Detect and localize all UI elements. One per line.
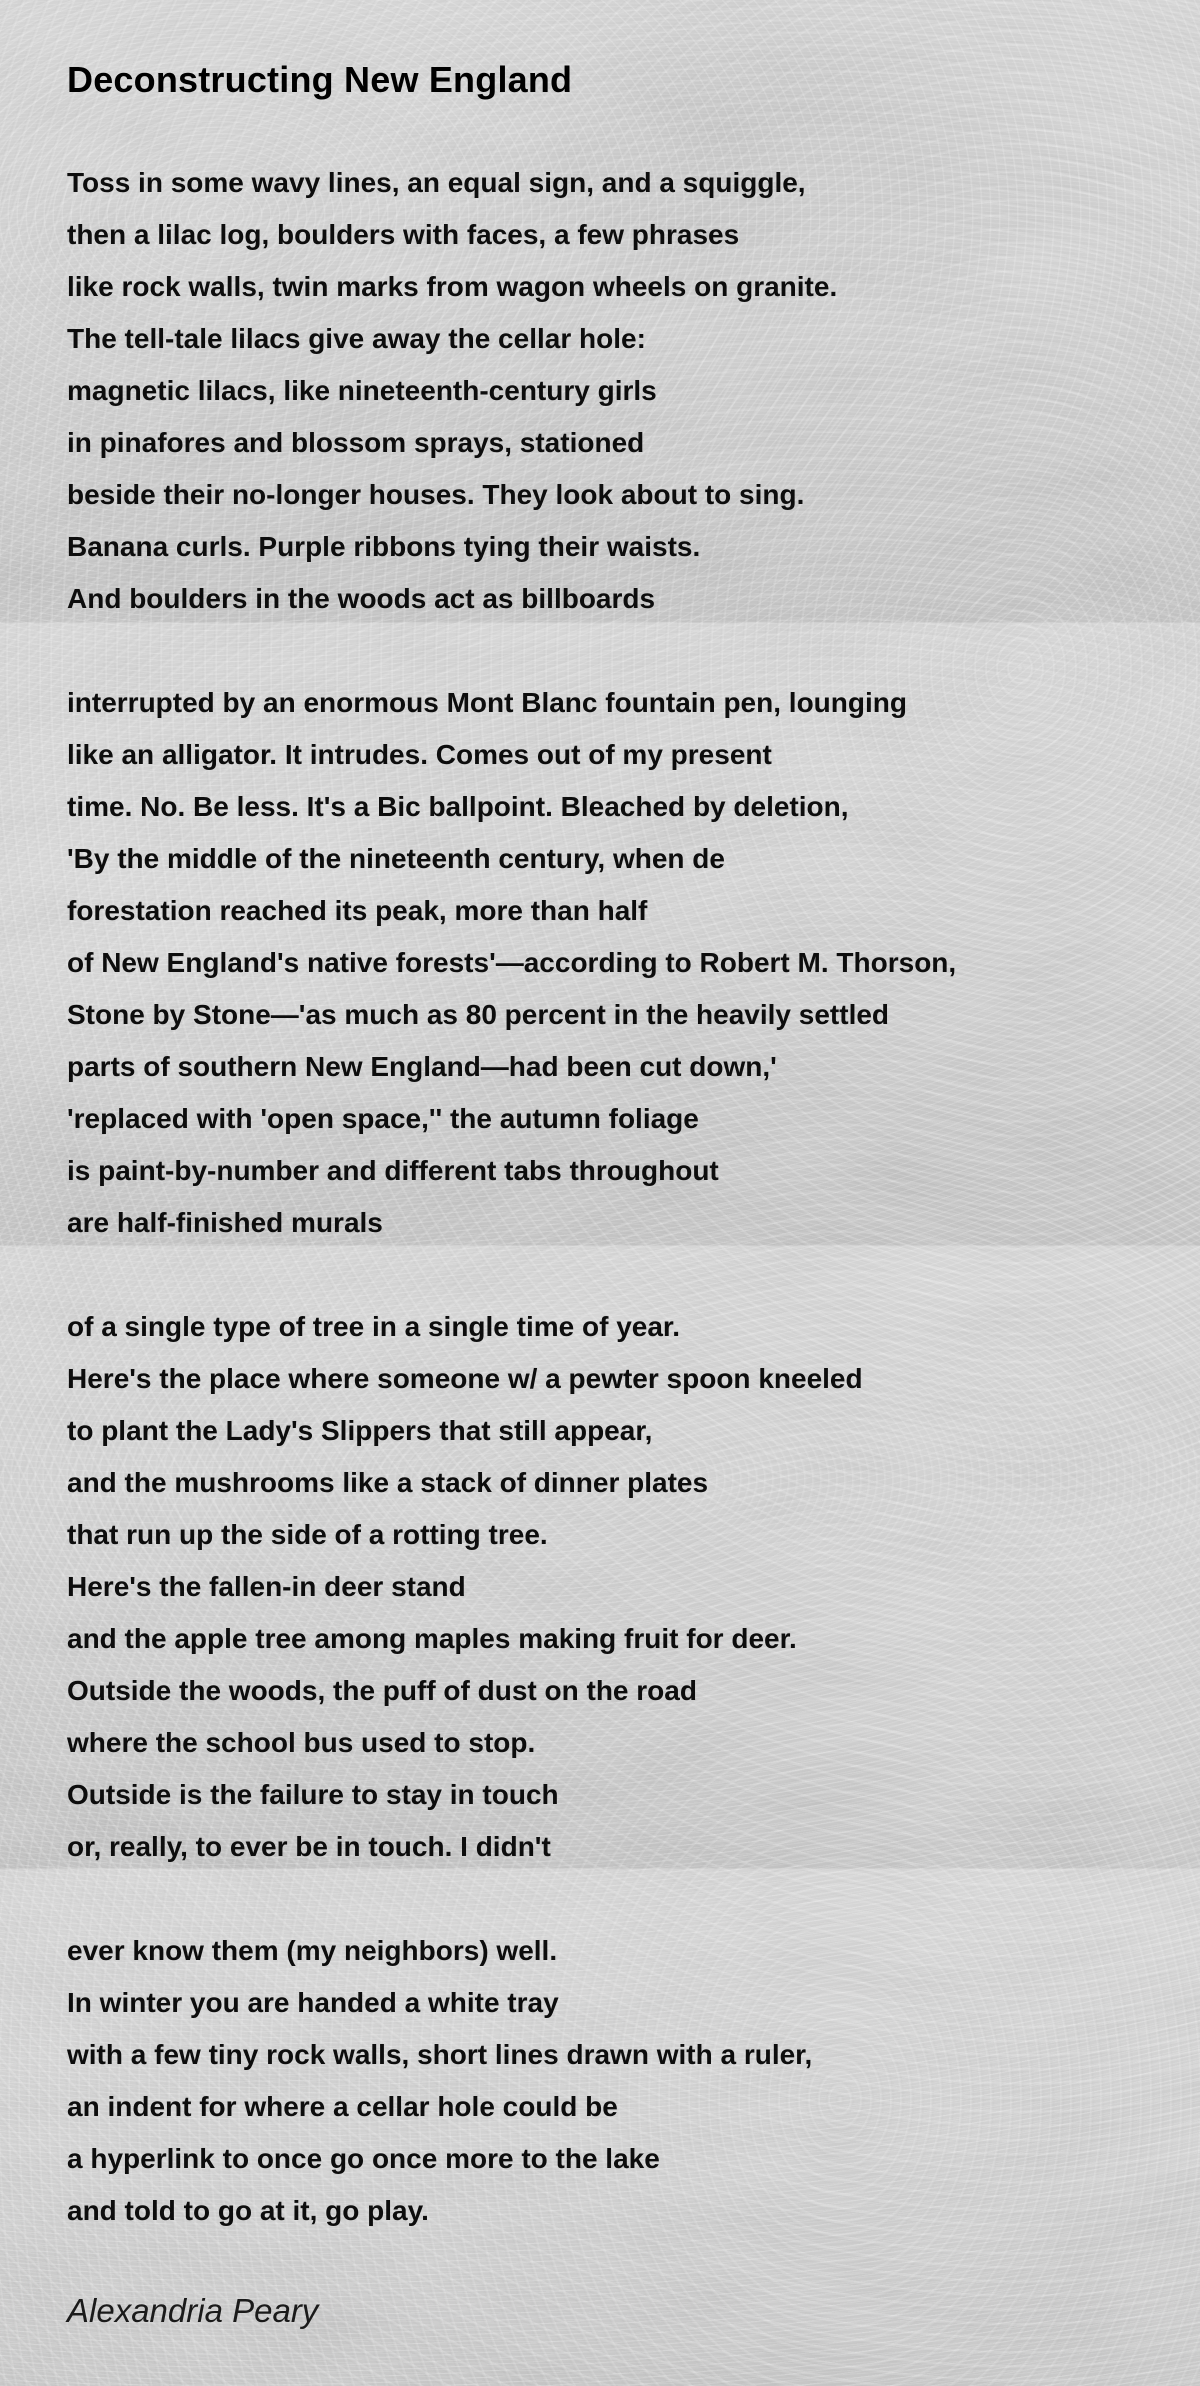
poem-line: and the mushrooms like a stack of dinner plates [67, 1467, 709, 1498]
poem-line: that run up the side of a rotting tree. [67, 1519, 548, 1550]
poem-line: Outside the woods, the puff of dust on the road [67, 1675, 697, 1706]
poem-line: of New England's native forests'—according to Robert M. Thorson, [67, 947, 957, 978]
poem-line: Here's the place where someone w/ a pewter spoon kneeled [67, 1363, 863, 1394]
poem-line: in pinafores and blossom sprays, stationed [67, 427, 645, 458]
poem-line: beside their no-longer houses. They look about to sing. [67, 479, 805, 510]
poem-line: with a few tiny rock walls, short lines drawn with a ruler, [67, 2039, 813, 2070]
poem-line: time. No. Be less. It's a Bic ballpoint. Bleached by deletion, [67, 791, 849, 822]
poem-line: then a lilac log, boulders with faces, a few phrases [67, 219, 740, 250]
poem-line: Toss in some wavy lines, an equal sign, and a squiggle, [67, 167, 806, 198]
poem-line: and told to go at it, go play. [67, 2195, 429, 2226]
stanza [67, 1301, 1160, 1873]
poem-line: forestation reached its peak, more than half [67, 895, 648, 926]
poem-line: a hyperlink to once go once more to the lake [67, 2143, 660, 2174]
poem-line: Banana curls. Purple ribbons tying their waists. [67, 531, 701, 562]
poem-line: parts of southern New England—had been cut down,' [67, 1051, 777, 1082]
stanza [67, 157, 1160, 625]
poem-line: ever know them (my neighbors) well. [67, 1935, 558, 1966]
poem-line: are half-finished murals [67, 1207, 383, 1238]
poem-line: magnetic lilacs, like nineteenth-century girls [67, 375, 657, 406]
poem-author: Alexandria Peary [67, 2292, 319, 2329]
poem-line: interrupted by an enormous Mont Blanc fountain pen, lounging [67, 687, 907, 718]
poem-line: And boulders in the woods act as billboards [67, 583, 656, 614]
poem-line: 'By the middle of the nineteenth century, when de [67, 843, 725, 874]
poem-line: In winter you are handed a white tray [67, 1987, 559, 2018]
poem-line: Outside is the failure to stay in touch [67, 1779, 559, 1810]
poem-line: or, really, to ever be in touch. I didn't [67, 1831, 551, 1862]
stanza [67, 677, 1160, 1249]
poem-line: to plant the Lady's Slippers that still appear, [67, 1415, 653, 1446]
poem-line: like an alligator. It intrudes. Comes out of my present [67, 739, 772, 770]
poem-line: of a single type of tree in a single time of year. [67, 1311, 681, 1342]
poem-line: where the school bus used to stop. [67, 1727, 536, 1758]
poem-line: an indent for where a cellar hole could be [67, 2091, 618, 2122]
poem-line: and the apple tree among maples making fruit for deer. [67, 1623, 797, 1654]
poem-body [67, 157, 1160, 2237]
stanza [67, 1925, 1160, 2237]
poem-line: 'replaced with 'open space,'' the autumn foliage [67, 1103, 699, 1134]
poem-line: Here's the fallen-in deer stand [67, 1571, 466, 1602]
poem-line: like rock walls, twin marks from wagon wheels on granite. [67, 271, 838, 302]
poem-line: The tell-tale lilacs give away the cellar hole: [67, 323, 646, 354]
poem-line: is paint-by-number and different tabs throughout [67, 1155, 719, 1186]
poem-line: Stone by Stone—'as much as 80 percent in the heavily settled [67, 999, 890, 1030]
poem-title: Deconstructing New England [67, 59, 573, 100]
